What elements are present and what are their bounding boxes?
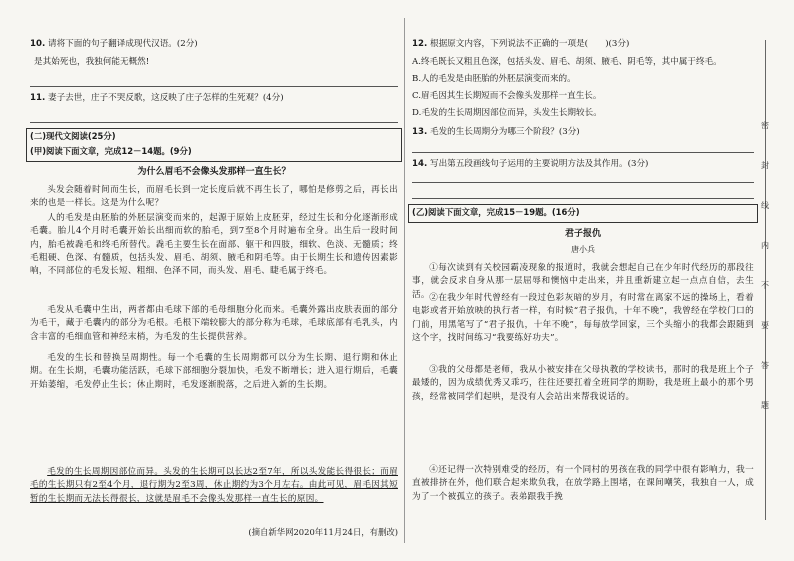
option-b[interactable]: B.人的毛发是由胚胎的外胚层演变而来的。 <box>412 74 576 84</box>
seal-char: 密 <box>761 121 769 130</box>
paragraph-1: 头发会随着时间而生长，而眉毛长到一定长度后就不再生长了，哪怕是修剪之后，再长出来的也是一样长。这是为什么呢？ <box>30 185 398 209</box>
left-column <box>30 0 398 561</box>
story-paragraph-1: ①每次读到有关校园霸凌现象的报道时，我就会想起自己在少年时代经历的那段往事，就会反求自身从那一层屈辱和懊恼中走出来，并且重新建立起一点点自信，去生活。 <box>412 263 754 300</box>
seal-char: 答 <box>761 361 769 370</box>
question-13 <box>412 126 754 139</box>
story-paragraph-4: ④还记得一次特别难受的经历，有一个同村的男孩在我的同学中很有影响力，我一直被排挤在外，他们联合起来欺负我，在放学路上围堵，在课间嘲笑，我独自一人，成为了一个被孤立的孩子。表弟跟我手挽 <box>412 465 754 502</box>
story-paragraph-3: ③我的父母都是老师，我从小被安排在父母执教的学校读书，那时的我是班上个子最矮的，因为成绩优秀又乖巧，往往还要扛着全班同学的期盼，我是班上最小的那个男孩，经常被同学们起哄，是没有人会站出来帮我说话的。 <box>412 365 754 402</box>
subsection-title: (乙)阅读下面文章，完成15－19题。(16分) <box>412 207 580 217</box>
story-paragraph-2: ②在我少年时代曾经有一段过色彩灰暗的岁月，有时常在离家不远的操场上，看着电影或者开始放映的执行者一样，有时候“君子报仇，十年不晚”，我曾经在学校门口的门前，用黑笔写了“君子报仇，十年不晚”，每每放学回家，三个头缩小的我都会跟随到这个字，找时间练习“我要练好功夫”。 <box>412 293 754 343</box>
paragraph-2: 人的毛发是由胚胎的外胚层演变而来的，起源于原始上皮胚芽，经过生长和分化逐渐形成毛囊。胎儿4个月时毛囊开始长出细而软的胎毛，到7至8个月时遍布全身。出生后一段时间内，胎毛被毳毛和终毛所替代。毳毛主要生长在面部、躯干和四肢，细软、色淡、无髓质；终毛粗硬、色深、有髓质，包括头发、眉毛、胡须、腋毛和阴毛等。由于长期生长和遗传因素影响，不同部位的毛发长短、粗细、色泽不同，而头发、眉毛、睫毛属于终毛。 <box>30 213 398 277</box>
answer-line[interactable] <box>412 198 754 199</box>
right-column <box>412 0 772 561</box>
story-title: 君子报仇 <box>564 229 601 239</box>
question-number: 12. <box>412 39 428 49</box>
seal-char: 线 <box>761 201 769 210</box>
question-number: 11. <box>30 93 46 103</box>
seal-char: 封 <box>761 161 769 170</box>
answer-line[interactable] <box>412 152 754 153</box>
option-a[interactable]: A.终毛既长又粗且色深，包括头发、眉毛、胡须、腋毛、阴毛等，其中属于终毛。 <box>412 57 722 67</box>
question-10-sentence: 是其始死也，我独何能无概然! <box>34 57 150 67</box>
section-title: (二)现代文阅读(25分) <box>30 131 116 141</box>
answer-line[interactable] <box>30 122 398 123</box>
question-number: 14. <box>412 159 428 169</box>
paragraph-3: 毛发从毛囊中生出，两者都由毛球下部的毛母细胞分化而来。毛囊外露出皮肤表面的部分为毛干，藏于毛囊内的部分为毛根。毛根下端较膨大的部分称为毛球，毛球底部有毛乳头，内含丰富的毛细血管和神经末梢，为毛发的生长提供营养。 <box>30 305 398 342</box>
question-text: 毛发的生长周期分为哪三个阶段？(3分) <box>429 127 580 137</box>
question-text: 妻子去世，庄子不哭反歌，这反映了庄子怎样的生死观？(4分) <box>47 93 284 103</box>
option-d[interactable]: D.毛发的生长周期因部位而异，头发生长期较长。 <box>412 108 602 118</box>
question-text: 请将下面的句子翻译成现代汉语。(2分) <box>47 39 198 49</box>
question-text: 根据原文内容，下列说法不正确的一项是( )(3分) <box>429 39 630 49</box>
question-number: 13. <box>412 127 428 137</box>
paragraph-4: 毛发的生长和替换呈周期性。每一个毛囊的生长周期都可以分为生长期、退行期和休止期。在生长期，毛囊功能活跃，毛球下部细胞分裂加快，毛发不断增长；进入退行期后，毛囊开始萎缩，毛发停止生长；休止期时，毛发逐渐脱落，之后进入新的生长期。 <box>30 353 398 390</box>
question-11 <box>30 92 398 105</box>
article-title: 为什么眉毛不会像头发那样一直生长？ <box>137 167 291 177</box>
seal-char: 不 <box>761 281 769 290</box>
paragraph-5-underlined: 毛发的生长周期因部位而异。头发的生长期可以长达2至7年，所以头发能长得很长；而眉毛的生长期只有2至4个月，退行期为2至3周，休止期约为3个月左右。由此可见，眉毛因其短暂的生长期而无法长得很长，这就是眉毛不会像头发那样一直生长的原因。 <box>30 467 398 504</box>
seal-char: 要 <box>761 321 769 330</box>
question-text: 写出第五段画线句子运用的主要说明方法及其作用。(3分) <box>429 159 649 169</box>
story-author: 唐小兵 <box>571 245 595 254</box>
subsection-title: (甲)阅读下面文章，完成12－14题。(9分) <box>30 146 192 156</box>
question-14 <box>412 158 754 171</box>
answer-line[interactable] <box>412 182 754 183</box>
question-12 <box>412 38 754 51</box>
seal-char: 内 <box>761 241 769 250</box>
question-number: 10. <box>30 39 46 49</box>
answer-line[interactable] <box>30 86 398 87</box>
article-source: (摘自新华网2020年11月24日，有删改) <box>248 527 398 537</box>
option-c[interactable]: C.眉毛因其生长期短而不会像头发那样一直生长。 <box>412 91 602 101</box>
column-divider <box>404 18 405 543</box>
seal-char: 题 <box>761 401 769 410</box>
question-10 <box>30 38 398 51</box>
